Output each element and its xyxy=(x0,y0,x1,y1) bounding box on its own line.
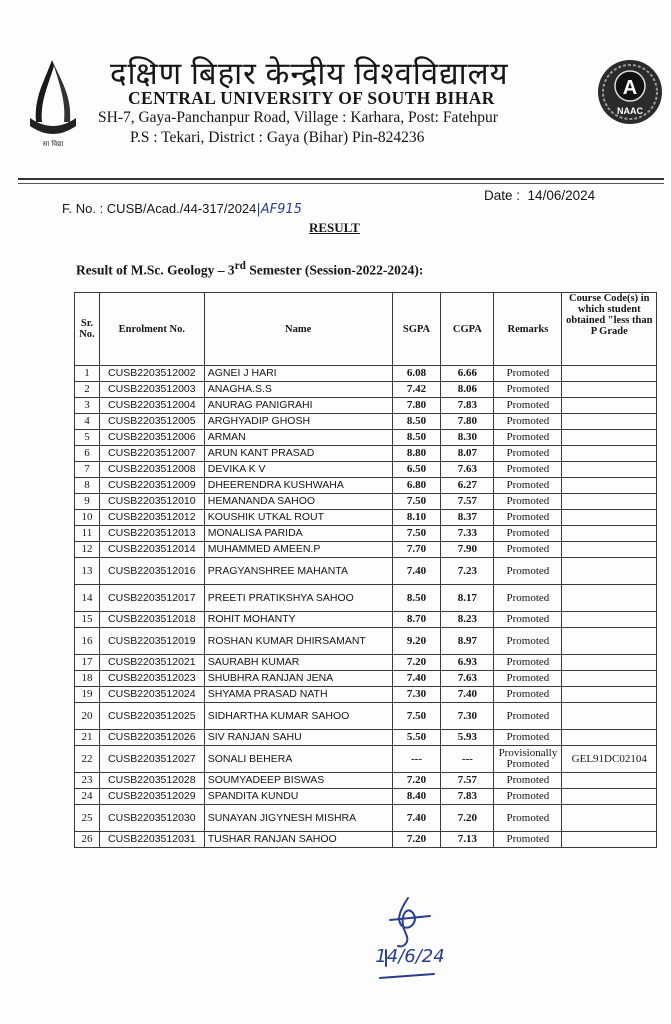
cell-enrolment: CUSB2203512024 xyxy=(99,687,204,703)
cell-cgpa: 7.83 xyxy=(441,398,494,414)
cell-course-code xyxy=(562,478,657,494)
table-row xyxy=(75,730,657,746)
cell-course-code xyxy=(562,446,657,462)
cell-name: ROSHAN KUMAR DHIRSAMANT xyxy=(204,628,392,655)
cell-enrolment: CUSB2203512012 xyxy=(99,510,204,526)
table-row xyxy=(75,558,657,585)
cell-remarks: Promoted xyxy=(494,671,562,687)
cell-sr-no: 3 xyxy=(75,398,100,414)
header-enrolment: Enrolment No. xyxy=(99,293,204,366)
subheading-prefix: Result of M.Sc. Geology – 3 xyxy=(76,262,235,278)
university-logo xyxy=(22,52,84,152)
cell-sr-no: 26 xyxy=(75,832,100,848)
cell-name: KOUSHIK UTKAL ROUT xyxy=(204,510,392,526)
header-name: Name xyxy=(204,293,392,366)
date-label: Date : xyxy=(484,188,521,203)
cell-cgpa: 7.80 xyxy=(441,414,494,430)
table-row xyxy=(75,612,657,628)
cell-cgpa: 7.63 xyxy=(441,462,494,478)
cell-course-code xyxy=(562,558,657,585)
cell-name: SIDHARTHA KUMAR SAHOO xyxy=(204,703,392,730)
table-row xyxy=(75,494,657,510)
table-row xyxy=(75,462,657,478)
address-line-1: SH-7, Gaya-Panchanpur Road, Village : Karhara, Post: Fatehpur xyxy=(98,109,498,126)
cell-course-code xyxy=(562,805,657,832)
cell-name: ANURAG PANIGRAHI xyxy=(204,398,392,414)
cell-name: SIV RANJAN SAHU xyxy=(204,730,392,746)
cell-cgpa: 7.30 xyxy=(441,703,494,730)
table-row xyxy=(75,366,657,382)
cell-sgpa: 7.70 xyxy=(392,542,441,558)
table-row xyxy=(75,542,657,558)
file-number-label: F. No. : CUSB/Acad./44-317/2024 xyxy=(62,201,257,216)
table-row xyxy=(75,414,657,430)
cell-cgpa: 7.23 xyxy=(441,558,494,585)
cell-sgpa: 8.40 xyxy=(392,789,441,805)
cell-sr-no: 18 xyxy=(75,671,100,687)
table-row xyxy=(75,446,657,462)
cell-course-code xyxy=(562,655,657,671)
cell-name: SOUMYADEEP BISWAS xyxy=(204,773,392,789)
cell-sgpa: 6.08 xyxy=(392,366,441,382)
table-row xyxy=(75,773,657,789)
cell-name: ARGHYADIP GHOSH xyxy=(204,414,392,430)
cell-name: DEVIKA K V xyxy=(204,462,392,478)
subheading-suffix: Semester (Session-2022-2024): xyxy=(245,262,424,278)
cell-sgpa: 8.50 xyxy=(392,414,441,430)
cell-course-code xyxy=(562,612,657,628)
university-name-hindi: दक्षिण बिहार केन्द्रीय विश्वविद्यालय xyxy=(110,56,509,91)
cell-sgpa: 7.80 xyxy=(392,398,441,414)
result-table xyxy=(74,292,657,848)
cell-course-code xyxy=(562,773,657,789)
cell-cgpa: 8.37 xyxy=(441,510,494,526)
table-row xyxy=(75,746,657,773)
cell-remarks: Promoted xyxy=(494,805,562,832)
cell-enrolment: CUSB2203512018 xyxy=(99,612,204,628)
cell-sgpa: 7.42 xyxy=(392,382,441,398)
address-line-2: P.S : Tekari, District : Gaya (Bihar) Pin-824236 xyxy=(130,129,425,146)
cell-remarks: Promoted xyxy=(494,832,562,848)
cell-enrolment: CUSB2203512028 xyxy=(99,773,204,789)
cell-sgpa: 7.50 xyxy=(392,526,441,542)
cell-sr-no: 22 xyxy=(75,746,100,773)
logo-motto: सा विद्या xyxy=(42,140,64,148)
cell-sr-no: 25 xyxy=(75,805,100,832)
cell-enrolment: CUSB2203512008 xyxy=(99,462,204,478)
cell-sr-no: 2 xyxy=(75,382,100,398)
cell-remarks: Promoted xyxy=(494,703,562,730)
date-value: 14/06/2024 xyxy=(527,188,596,203)
cell-course-code xyxy=(562,366,657,382)
cell-course-code xyxy=(562,414,657,430)
cell-course-code xyxy=(562,462,657,478)
cell-cgpa: 8.17 xyxy=(441,585,494,612)
result-subheading xyxy=(76,260,423,279)
cell-name: SHYAMA PRASAD NATH xyxy=(204,687,392,703)
cell-course-code xyxy=(562,730,657,746)
cell-name: SAURABH KUMAR xyxy=(204,655,392,671)
cell-enrolment: CUSB2203512017 xyxy=(99,585,204,612)
cell-sr-no: 12 xyxy=(75,542,100,558)
cell-remarks: Promoted xyxy=(494,398,562,414)
table-row xyxy=(75,687,657,703)
cell-sgpa: 8.70 xyxy=(392,612,441,628)
table-header-row xyxy=(75,293,657,366)
cell-name: HEMANANDA SAHOO xyxy=(204,494,392,510)
cell-course-code xyxy=(562,832,657,848)
cell-remarks: Promoted xyxy=(494,382,562,398)
cell-cgpa: 7.40 xyxy=(441,687,494,703)
cell-sgpa: --- xyxy=(392,746,441,773)
cell-enrolment: CUSB2203512005 xyxy=(99,414,204,430)
cell-remarks: Promoted xyxy=(494,430,562,446)
cell-remarks: Promoted xyxy=(494,730,562,746)
cell-course-code xyxy=(562,687,657,703)
table-row xyxy=(75,398,657,414)
table-body xyxy=(75,366,657,848)
cell-sr-no: 5 xyxy=(75,430,100,446)
cell-enrolment: CUSB2203512027 xyxy=(99,746,204,773)
cell-remarks: Promoted xyxy=(494,585,562,612)
cell-name: SONALI BEHERA xyxy=(204,746,392,773)
cell-enrolment: CUSB2203512019 xyxy=(99,628,204,655)
cell-cgpa: 7.13 xyxy=(441,832,494,848)
cell-name: ARUN KANT PRASAD xyxy=(204,446,392,462)
cell-sr-no: 24 xyxy=(75,789,100,805)
table-row xyxy=(75,671,657,687)
cell-sgpa: 7.50 xyxy=(392,494,441,510)
cell-enrolment: CUSB2203512023 xyxy=(99,671,204,687)
table-row xyxy=(75,655,657,671)
cell-name: ARMAN xyxy=(204,430,392,446)
cell-sr-no: 9 xyxy=(75,494,100,510)
cell-sgpa: 5.50 xyxy=(392,730,441,746)
signature-date: 14/6/24 xyxy=(375,946,445,967)
cell-remarks: Promoted xyxy=(494,773,562,789)
header-cgpa: CGPA xyxy=(441,293,494,366)
cell-enrolment: CUSB2203512031 xyxy=(99,832,204,848)
cell-name: MUHAMMED AMEEN.P xyxy=(204,542,392,558)
cell-course-code xyxy=(562,585,657,612)
file-number xyxy=(62,201,302,217)
document-date xyxy=(484,188,595,203)
cell-cgpa: --- xyxy=(441,746,494,773)
cell-sgpa: 8.50 xyxy=(392,430,441,446)
header-sgpa: SGPA xyxy=(392,293,441,366)
cell-sr-no: 21 xyxy=(75,730,100,746)
cell-sr-no: 1 xyxy=(75,366,100,382)
cell-enrolment: CUSB2203512009 xyxy=(99,478,204,494)
cell-course-code xyxy=(562,628,657,655)
table-row xyxy=(75,478,657,494)
cell-remarks: Promoted xyxy=(494,462,562,478)
cell-course-code: GEL91DC02104 xyxy=(562,746,657,773)
header-divider-thin xyxy=(18,183,664,184)
table-row xyxy=(75,526,657,542)
cell-enrolment: CUSB2203512016 xyxy=(99,558,204,585)
cell-name: SPANDITA KUNDU xyxy=(204,789,392,805)
cell-enrolment: CUSB2203512030 xyxy=(99,805,204,832)
cell-enrolment: CUSB2203512014 xyxy=(99,542,204,558)
cell-remarks: Promoted xyxy=(494,558,562,585)
cell-cgpa: 8.23 xyxy=(441,612,494,628)
naac-label: NAAC xyxy=(617,106,643,116)
cell-sgpa: 8.50 xyxy=(392,585,441,612)
cell-cgpa: 8.06 xyxy=(441,382,494,398)
header-sr-no: Sr. No. xyxy=(75,293,100,366)
cell-enrolment: CUSB2203512006 xyxy=(99,430,204,446)
cell-remarks: Promoted xyxy=(494,789,562,805)
cell-sgpa: 7.30 xyxy=(392,687,441,703)
cell-name: ANAGHA.S.S xyxy=(204,382,392,398)
cell-course-code xyxy=(562,382,657,398)
cell-enrolment: CUSB2203512025 xyxy=(99,703,204,730)
cell-sr-no: 8 xyxy=(75,478,100,494)
cell-sr-no: 14 xyxy=(75,585,100,612)
cell-sr-no: 4 xyxy=(75,414,100,430)
cell-cgpa: 6.27 xyxy=(441,478,494,494)
cell-name: PREETI PRATIKSHYA SAHOO xyxy=(204,585,392,612)
cell-name: DHEERENDRA KUSHWAHA xyxy=(204,478,392,494)
cell-sr-no: 16 xyxy=(75,628,100,655)
cell-sgpa: 7.20 xyxy=(392,655,441,671)
cell-enrolment: CUSB2203512002 xyxy=(99,366,204,382)
cell-sgpa: 7.40 xyxy=(392,558,441,585)
cell-sr-no: 17 xyxy=(75,655,100,671)
cell-sr-no: 23 xyxy=(75,773,100,789)
cell-enrolment: CUSB2203512029 xyxy=(99,789,204,805)
university-name-english: CENTRAL UNIVERSITY OF SOUTH BIHAR xyxy=(128,88,495,108)
cell-cgpa: 7.33 xyxy=(441,526,494,542)
cell-course-code xyxy=(562,542,657,558)
cell-sgpa: 6.50 xyxy=(392,462,441,478)
cell-cgpa: 7.57 xyxy=(441,773,494,789)
signature xyxy=(370,890,470,985)
cell-course-code xyxy=(562,398,657,414)
cell-course-code xyxy=(562,526,657,542)
cell-sgpa: 8.10 xyxy=(392,510,441,526)
cell-sgpa: 8.80 xyxy=(392,446,441,462)
cell-cgpa: 6.93 xyxy=(441,655,494,671)
cell-remarks: Provisionally Promoted xyxy=(494,746,562,773)
table-row xyxy=(75,430,657,446)
cell-remarks: Promoted xyxy=(494,366,562,382)
header-divider xyxy=(18,178,664,180)
cell-sgpa: 9.20 xyxy=(392,628,441,655)
cell-remarks: Promoted xyxy=(494,628,562,655)
cell-sr-no: 20 xyxy=(75,703,100,730)
cell-course-code xyxy=(562,671,657,687)
cell-cgpa: 7.63 xyxy=(441,671,494,687)
cell-enrolment: CUSB2203512010 xyxy=(99,494,204,510)
cell-enrolment: CUSB2203512021 xyxy=(99,655,204,671)
cell-cgpa: 7.57 xyxy=(441,494,494,510)
cell-cgpa: 8.07 xyxy=(441,446,494,462)
naac-grade: A xyxy=(622,77,638,99)
cell-name: PRAGYANSHREE MAHANTA xyxy=(204,558,392,585)
header-course-codes: Course Code(s) in which student obtained "less than P Grade xyxy=(562,293,657,366)
cell-name: TUSHAR RANJAN SAHOO xyxy=(204,832,392,848)
cell-enrolment: CUSB2203512007 xyxy=(99,446,204,462)
cell-enrolment: CUSB2203512026 xyxy=(99,730,204,746)
cell-remarks: Promoted xyxy=(494,478,562,494)
cell-cgpa: 8.97 xyxy=(441,628,494,655)
table-row xyxy=(75,382,657,398)
cell-sgpa: 7.40 xyxy=(392,805,441,832)
cell-name: AGNEI J HARI xyxy=(204,366,392,382)
cell-cgpa: 5.93 xyxy=(441,730,494,746)
cell-sgpa: 7.20 xyxy=(392,773,441,789)
cell-remarks: Promoted xyxy=(494,612,562,628)
cell-course-code xyxy=(562,703,657,730)
cell-enrolment: CUSB2203512013 xyxy=(99,526,204,542)
cell-remarks: Promoted xyxy=(494,510,562,526)
cell-course-code xyxy=(562,430,657,446)
cell-cgpa: 7.20 xyxy=(441,805,494,832)
table-row xyxy=(75,703,657,730)
cell-sr-no: 7 xyxy=(75,462,100,478)
cell-sgpa: 6.80 xyxy=(392,478,441,494)
cell-course-code xyxy=(562,510,657,526)
table-row xyxy=(75,789,657,805)
cell-cgpa: 6.66 xyxy=(441,366,494,382)
cell-sgpa: 7.40 xyxy=(392,671,441,687)
cell-sgpa: 7.20 xyxy=(392,832,441,848)
cell-sr-no: 11 xyxy=(75,526,100,542)
cell-remarks: Promoted xyxy=(494,446,562,462)
cell-name: SHUBHRA RANJAN JENA xyxy=(204,671,392,687)
table-row xyxy=(75,805,657,832)
cell-sr-no: 15 xyxy=(75,612,100,628)
subheading-sup: rd xyxy=(234,260,246,272)
cell-remarks: Promoted xyxy=(494,655,562,671)
cell-remarks: Promoted xyxy=(494,542,562,558)
table-row xyxy=(75,628,657,655)
cell-sr-no: 13 xyxy=(75,558,100,585)
cell-remarks: Promoted xyxy=(494,494,562,510)
file-number-handwritten: |AF915 xyxy=(256,202,302,217)
table-row xyxy=(75,585,657,612)
cell-remarks: Promoted xyxy=(494,687,562,703)
header-remarks: Remarks xyxy=(494,293,562,366)
result-heading: RESULT xyxy=(309,220,360,235)
table-row xyxy=(75,510,657,526)
cell-course-code xyxy=(562,494,657,510)
cell-remarks: Promoted xyxy=(494,526,562,542)
cell-name: SUNAYAN JIGYNESH MISHRA xyxy=(204,805,392,832)
cell-sgpa: 7.50 xyxy=(392,703,441,730)
cell-remarks: Promoted xyxy=(494,414,562,430)
cell-sr-no: 6 xyxy=(75,446,100,462)
cell-cgpa: 7.83 xyxy=(441,789,494,805)
cell-sr-no: 10 xyxy=(75,510,100,526)
cell-cgpa: 8.30 xyxy=(441,430,494,446)
cell-sr-no: 19 xyxy=(75,687,100,703)
cell-name: ROHIT MOHANTY xyxy=(204,612,392,628)
cell-cgpa: 7.90 xyxy=(441,542,494,558)
cell-enrolment: CUSB2203512003 xyxy=(99,382,204,398)
cell-enrolment: CUSB2203512004 xyxy=(99,398,204,414)
table-row xyxy=(75,832,657,848)
cell-course-code xyxy=(562,789,657,805)
cell-name: MONALISA PARIDA xyxy=(204,526,392,542)
